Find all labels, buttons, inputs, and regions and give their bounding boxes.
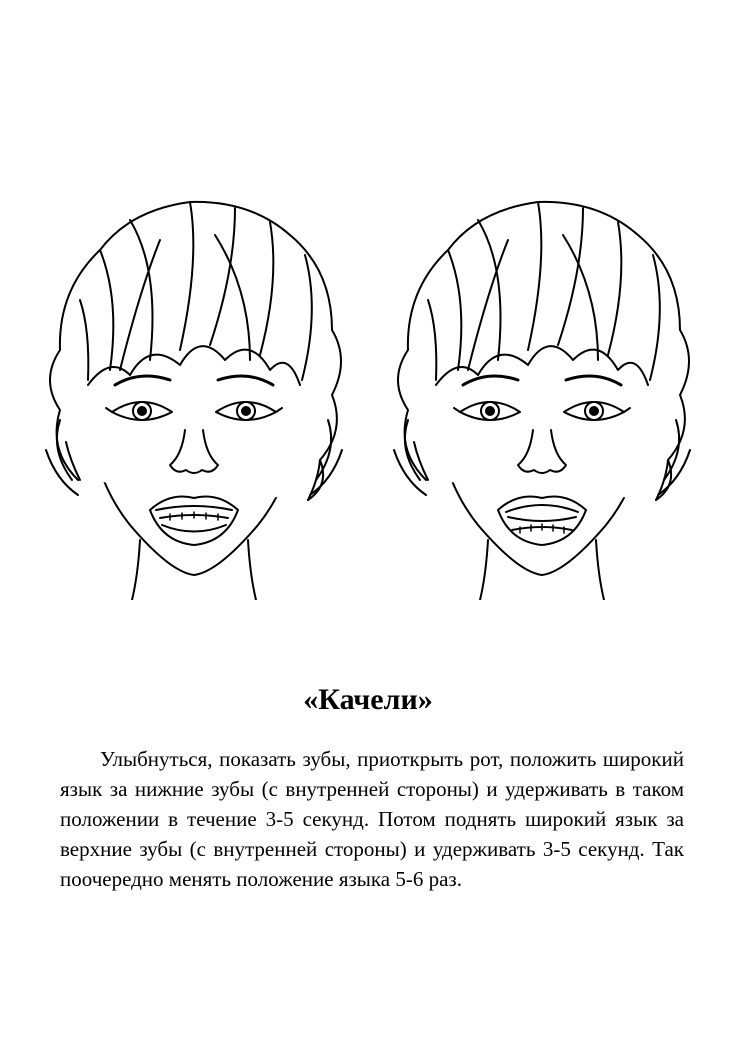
child-face-tongue-up-illustration xyxy=(368,180,716,600)
exercise-description: Улыбнуться, показать зубы, приоткрыть рот, положить широкий язык за нижние зубы (с внутренней стороны) и удерживать в таком положении в течение 3-5 секунд. Потом поднять широкий язык за верхние зубы (с внутренней стороны) и удерживать 3-5 секунд. Так поочередно менять положение языка 5-6 раз. xyxy=(60,747,684,891)
faces-illustration xyxy=(20,180,716,600)
exercise-title: «Качели» xyxy=(303,683,433,716)
child-face-tongue-down-illustration xyxy=(20,180,368,600)
